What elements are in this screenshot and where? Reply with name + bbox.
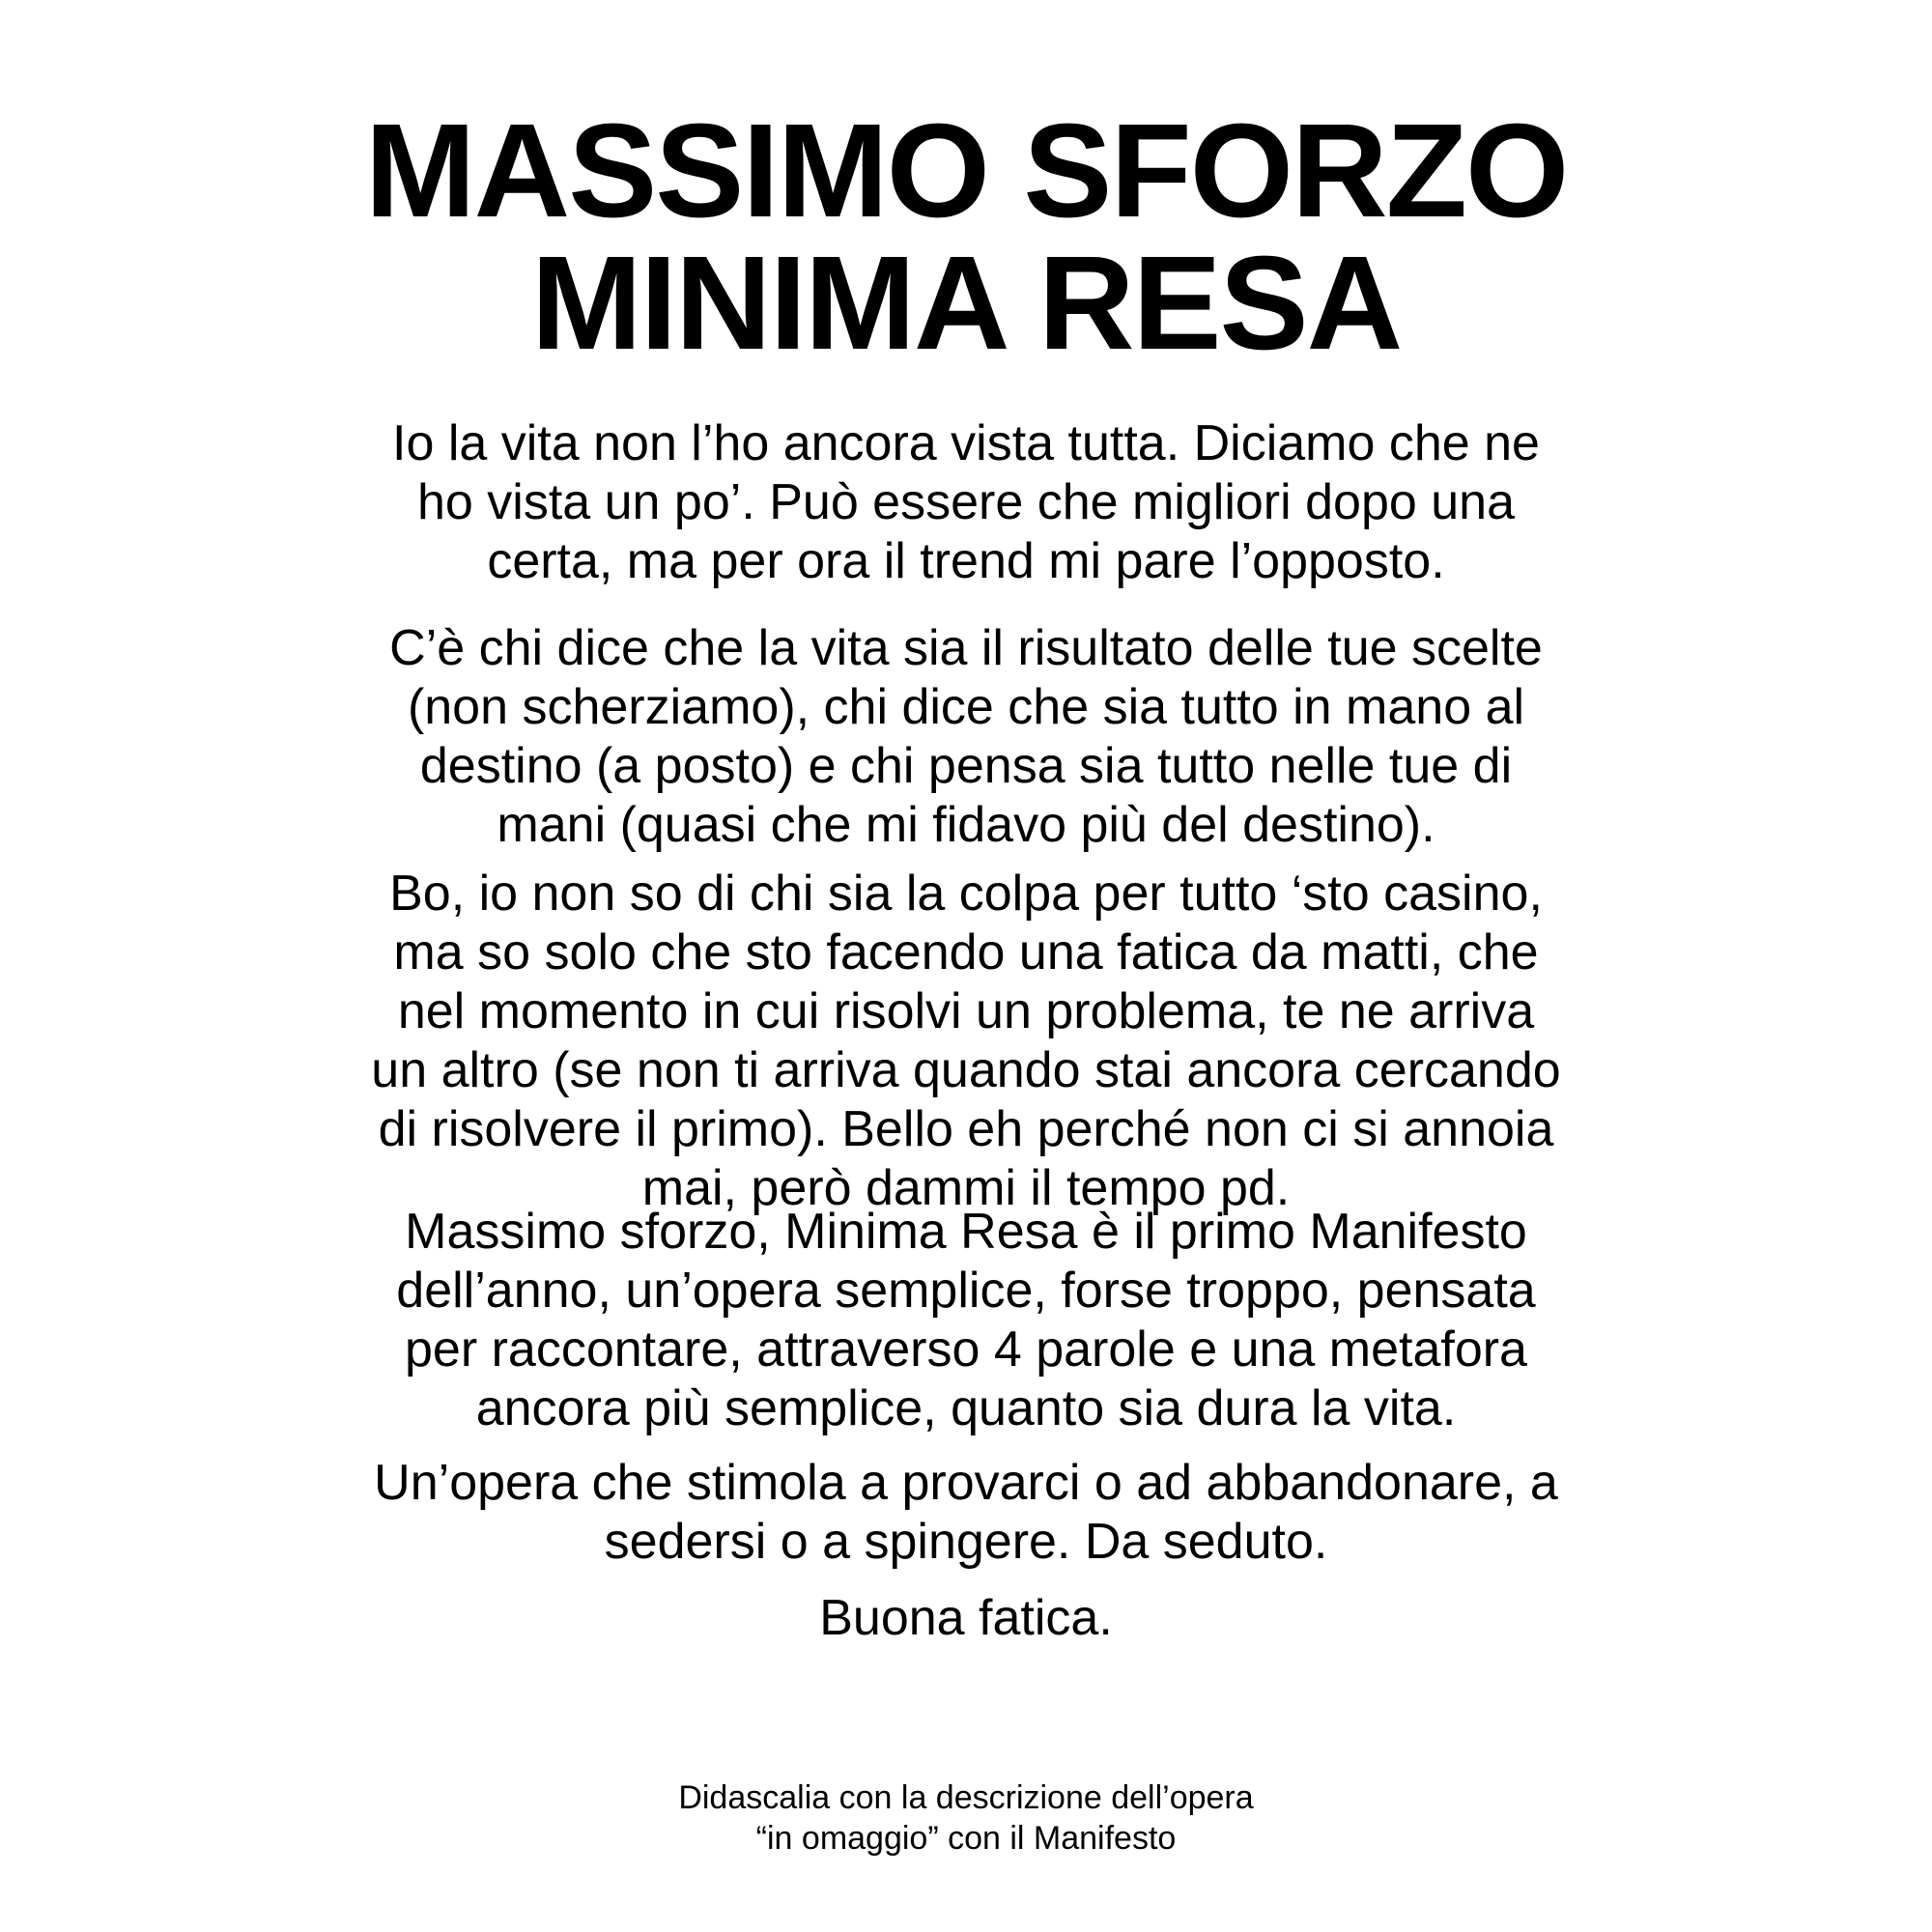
title-line-1: MASSIMO SFORZO <box>364 97 1568 245</box>
paragraph-line: un altro (se non ti arriva quando stai ancora cercando <box>371 1042 1561 1098</box>
paragraph-intro <box>251 414 1681 591</box>
paragraph-line: Un’opera che stimola a provarci o ad abbandonare, a <box>374 1455 1558 1511</box>
paragraph-line: Bo, io non so di chi sia la colpa per tutto ‘sto casino, <box>389 866 1543 922</box>
paragraph-line: certa, ma per ora il trend mi pare l’opposto. <box>487 533 1445 589</box>
paragraph-closing <box>251 1589 1681 1648</box>
paragraph-line: C’è chi dice che la vita sia il risultato delle tue scelte <box>389 620 1543 676</box>
paragraph-line: Buona fatica. <box>819 1590 1113 1646</box>
paragraph-line: (non scherziamo), chi dice che sia tutto in mano al <box>407 679 1525 735</box>
paragraph-line: ma so solo che sto facendo una fatica da matti, che <box>393 924 1539 980</box>
paragraph-line: Io la vita non l’ho ancora vista tutta. Diciamo che ne <box>392 415 1540 471</box>
paragraph-manifesto <box>251 1203 1681 1438</box>
paragraph-line: di risolvere il primo). Bello eh perché non ci si annoia <box>378 1101 1554 1157</box>
paragraph-line: sedersi o a spingere. Da seduto. <box>604 1514 1328 1570</box>
caption-line-2: “in omaggio” con il Manifesto <box>755 1820 1177 1857</box>
paragraph-line: ancora più semplice, quanto sia dura la vita. <box>475 1380 1457 1436</box>
paragraph-line: mai, però dammi il tempo pd. <box>641 1160 1291 1216</box>
caption-line-1: Didascalia con la descrizione dell’opera <box>678 1779 1254 1816</box>
paragraph-line: Massimo sforzo, Minima Resa è il primo Manifesto <box>405 1204 1527 1260</box>
caption <box>0 1777 1932 1859</box>
paragraph-line: per raccontare, attraverso 4 parole e una metafora <box>405 1321 1527 1378</box>
paragraph-line: dell’anno, un’opera semplice, forse troppo, pensata <box>396 1263 1536 1319</box>
paragraph-choices <box>251 619 1681 855</box>
paragraph-effort <box>251 865 1681 1218</box>
paragraph-line: destino (a posto) e chi pensa sia tutto nelle tue di <box>419 738 1513 794</box>
paragraph-work <box>251 1454 1681 1572</box>
paragraph-line: nel momento in cui risolvi un problema, te ne arriva <box>397 983 1535 1039</box>
paragraph-line: mani (quasi che mi fidavo più del destino). <box>497 797 1435 853</box>
title-line-2: MINIMA RESA <box>530 229 1402 378</box>
paragraph-line: ho vista un po’. Può essere che migliori dopo una <box>416 474 1516 530</box>
